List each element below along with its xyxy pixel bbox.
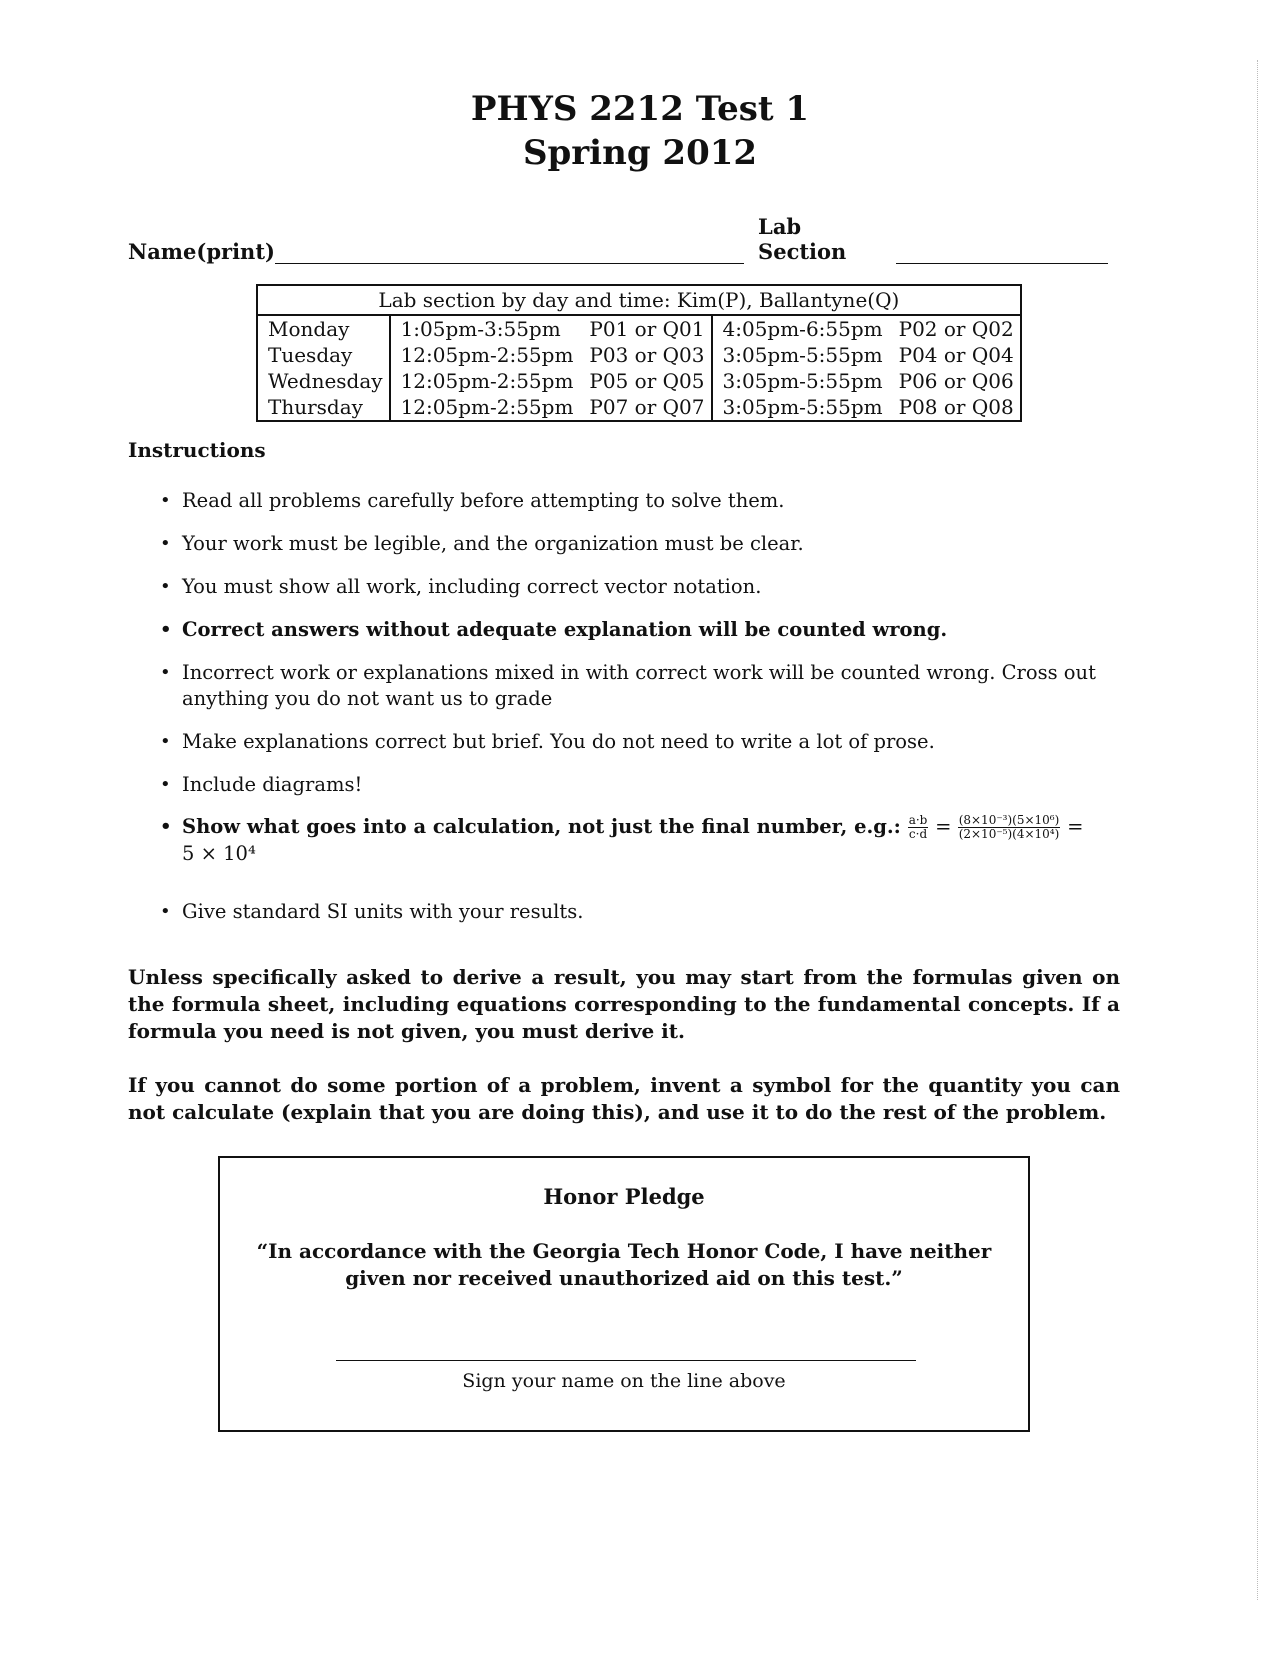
lab-section-table	[256, 284, 1022, 422]
example-result: 5 × 10⁴	[182, 842, 256, 865]
name-line	[275, 241, 744, 264]
day-cell: Wednesday	[257, 368, 390, 394]
honor-pledge-heading: Honor Pledge	[543, 1184, 705, 1209]
name-lab-row	[128, 214, 1108, 264]
lab-table-caption: Lab section by day and time: Kim(P), Ballantyne(Q)	[257, 285, 1021, 315]
time-cell: 4:05pm-6:55pm	[722, 317, 883, 341]
section-cell: P06 or Q06	[898, 369, 1014, 393]
instructions-heading: Instructions	[128, 438, 266, 462]
list-item: • Correct answers without adequate explanation will be counted wrong.	[182, 617, 1120, 643]
list-item: • Incorrect work or explanations mixed in with correct work will be counted wrong. Cross out anything you do not want us to grade	[182, 660, 1120, 712]
section-cell: P08 or Q08	[898, 395, 1014, 419]
signature-instruction: Sign your name on the line above	[462, 1370, 786, 1392]
example-rhs-fraction	[958, 814, 1061, 841]
name-label: Name(print)	[128, 239, 275, 264]
calc-instruction-text: Show what goes into a calculation, not just the final number, e.g.:	[182, 815, 901, 838]
time-cell: 3:05pm-5:55pm	[722, 395, 883, 419]
time-cell: 12:05pm-2:55pm	[400, 395, 574, 419]
example-lhs-numerator: a·b	[908, 813, 928, 827]
section-cell: P03 or Q03	[579, 342, 711, 368]
section-cell: P04 or Q04	[898, 343, 1014, 367]
lab-section-label: Lab Section	[758, 214, 847, 264]
list-item: • Your work must be legible, and the organization must be clear.	[182, 531, 1120, 557]
honor-pledge-text: “In accordance with the Georgia Tech Honor Code, I have neither given nor received unauthorized aid on this test.”	[256, 1239, 992, 1290]
list-item: • Read all problems carefully before attempting to solve them.	[182, 488, 1120, 514]
table-row	[257, 315, 1021, 342]
example-rhs-numerator: (8×10⁻³)(5×10⁶)	[958, 813, 1060, 827]
list-item: • Give standard SI units with your results.	[182, 899, 1120, 925]
table-row	[257, 394, 1021, 421]
list-item-calculation: • Show what goes into a calculation, not just the final number, e.g.: $\frac{a\cdot b}{c\cdot d}$ = $\frac{\text{(8×10⁻³)(5×10⁶)}}{\text{(2×10⁻⁵)(4×10⁴)}}$ = 5 × 10⁴	[182, 814, 1120, 867]
list-item: • You must show all work, including correct vector notation.	[182, 574, 1120, 600]
day-cell: Monday	[257, 315, 390, 342]
time-cell: 3:05pm-5:55pm	[722, 369, 883, 393]
time-cell: 1:05pm-3:55pm	[400, 317, 561, 341]
lab-section-line	[896, 241, 1108, 264]
exam-title: PHYS 2212 Test 1	[470, 89, 810, 129]
invent-symbol-paragraph: If you cannot do some portion of a problem, invent a symbol for the quantity you can not calculate (explain that you are doing this), and use it to do the rest of the problem.	[128, 1073, 1120, 1124]
signature-line	[336, 1360, 916, 1361]
exam-term: Spring 2012	[522, 133, 758, 173]
day-cell: Thursday	[257, 394, 390, 421]
section-cell: P02 or Q02	[898, 317, 1014, 341]
table-row	[257, 368, 1021, 394]
formula-sheet-paragraph: Unless specifically asked to derive a result, you may start from the formulas given on the formula sheet, including equations corresponding to the fundamental concepts. If a formula you need is not given, you must derive it.	[128, 965, 1120, 1043]
list-item: • Include diagrams!	[182, 772, 1120, 798]
time-cell: 12:05pm-2:55pm	[400, 343, 574, 367]
list-item: • Make explanations correct but brief. You do not need to write a lot of prose.	[182, 729, 1120, 755]
section-cell: P01 or Q01	[579, 315, 711, 342]
honor-pledge-box	[218, 1156, 1030, 1432]
section-cell: P05 or Q05	[579, 368, 711, 394]
time-cell: 3:05pm-5:55pm	[722, 343, 883, 367]
scan-edge-artifact	[1256, 60, 1258, 1600]
table-row	[257, 342, 1021, 368]
example-lhs-fraction	[908, 814, 929, 841]
example-rhs-denominator: (2×10⁻⁵)(4×10⁴)	[958, 827, 1060, 841]
day-cell: Tuesday	[257, 342, 390, 368]
time-cell: 12:05pm-2:55pm	[400, 369, 574, 393]
example-lhs-denominator: c·d	[908, 827, 928, 841]
section-cell: P07 or Q07	[579, 394, 711, 421]
